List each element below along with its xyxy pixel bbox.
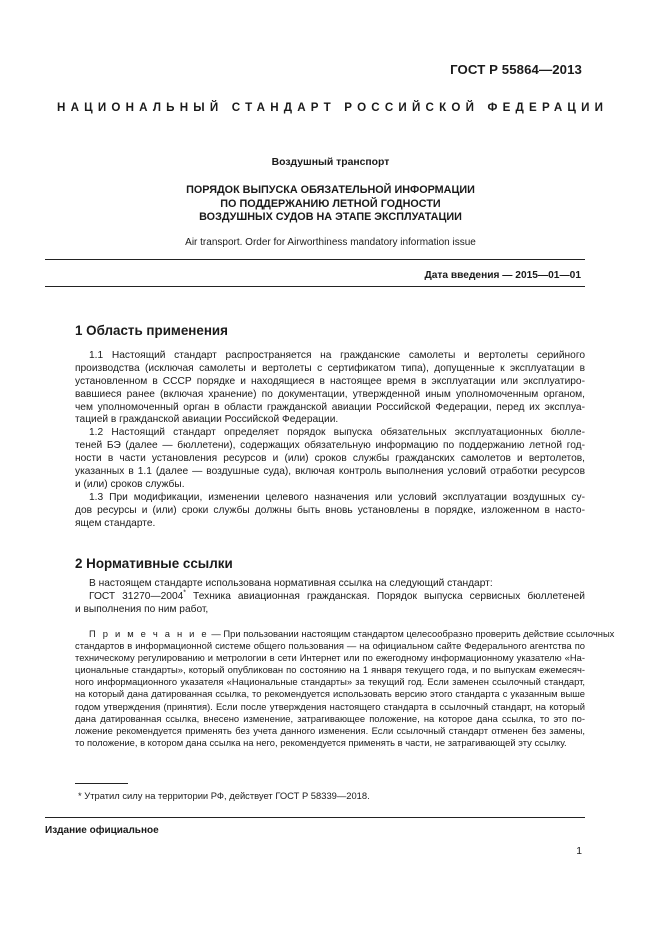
title-divider xyxy=(45,259,585,260)
paragraph-line: ности в части установления ресурсов и (или) сроков службы гражданских самолетов и вертолетов, xyxy=(75,453,585,465)
national-standard-title: НАЦИОНАЛЬНЫЙ СТАНДАРТ РОССИЙСКОЙ ФЕДЕРАЦИИ xyxy=(57,101,609,114)
paragraph-line: 1.1 Настоящий стандарт распространяется на гражданские самолеты и вертолеты серийного xyxy=(89,350,585,361)
note-line: стандартов в информационной системе общего пользования — на официальном сайте Федерального агентства по xyxy=(75,640,585,652)
note-label: П р и м е ч а н и е xyxy=(89,628,209,639)
footer-divider xyxy=(45,817,585,818)
paragraph-line: чем уполномоченный орган в области гражданской авиации Российской Федерации, перед их эксплуа- xyxy=(75,401,585,413)
title-line: ПО ПОДДЕРЖАНИЮ ЛЕТНОЙ ГОДНОСТИ xyxy=(220,197,441,210)
document-title xyxy=(0,184,661,225)
paragraph-line: вавшиеся ранее (включая хранение) по документации, утвержденной иным уполномоченным органом, xyxy=(75,388,585,400)
footnote: * Утратил силу на территории РФ, действует ГОСТ Р 58339—2018. xyxy=(78,790,370,801)
paragraph-line: указанных в 1.1 (далее — воздушные суда), включая контроль выполнения условий отработки ресурсов xyxy=(75,466,585,478)
paragraph-line: дов ресурсы и (или) сроки службы должны быть вновь установлены в порядке, изложенном в насто- xyxy=(75,504,585,516)
english-title: Air transport. Order for Airworthiness mandatory information issue xyxy=(185,237,476,248)
page-number: 1 xyxy=(576,846,582,857)
paragraph-line: тацией в гражданской авиации Российской Федерации. xyxy=(75,414,339,426)
section-2-heading: 2 Нормативные ссылки xyxy=(75,556,233,571)
paragraph-line: и (или) сроков службы. xyxy=(75,478,185,490)
section-2-body xyxy=(75,578,585,617)
footnote-marker: * xyxy=(183,589,187,597)
paragraph-line: В настоящем стандарте использована нормативная ссылка на следующий стандарт: xyxy=(89,578,493,589)
paragraph-line: производства (исключая самолеты и вертолеты с сертификатом типа), допущенные к эксплуатации в xyxy=(75,362,585,374)
note-line: на который дана датированная ссылка, то рекомендуется использовать версию этого стандарта с указанным выше xyxy=(75,688,585,700)
note-line: дана датированная ссылка, внесено изменение, затрагивающее положение, на которое дана ссылка, то это по- xyxy=(75,712,585,724)
section-1-body xyxy=(75,350,585,530)
footnote-separator xyxy=(75,783,128,784)
subject-heading: Воздушный транспорт xyxy=(271,157,390,168)
note-block xyxy=(75,628,615,749)
paragraph-line: 1.3 При модификации, изменении целевого назначения или условий эксплуатации воздушных су- xyxy=(89,491,585,503)
reference-line xyxy=(75,591,585,604)
note-line: то положение, в котором дана ссылка на него, рекомендуется применять в части, не затрагивающей эту ссылку. xyxy=(75,736,567,748)
note-text: — При пользовании настоящим стандартом целесообразно проверить действие ссылочных xyxy=(208,628,615,639)
section-1-heading: 1 Область применения xyxy=(75,323,228,338)
paragraph-line: теней БЭ (далее — бюллетени), содержащих обязательную информацию по поддержанию летной год- xyxy=(75,440,585,452)
note-line xyxy=(75,628,615,640)
paragraph-line: 1.2 Настоящий стандарт определяет порядок выпуска обязательных эксплуатационных бюлле- xyxy=(89,427,585,439)
paragraph-line: установленном в СССР порядке и находящиеся в настоящее время в эксплуатации или эксплуатиро- xyxy=(75,375,585,387)
reference-line: и выполнения по ним работ, xyxy=(75,603,209,615)
note-line: ложение рекомендуется применять без учета данного изменения. Если ссылочный стандарт отменен без замены, xyxy=(75,724,585,736)
paragraph-line: ящем стандарте. xyxy=(75,517,156,529)
introduction-date: Дата введения — 2015—01—01 xyxy=(424,270,581,281)
reference-title: Техника авиационная гражданская. Порядок выпуска сервисных бюллетеней xyxy=(186,590,585,602)
note-line: циональные стандарты», который опубликован по состоянию на 1 января текущего года, и по выпускам ежемесяч- xyxy=(75,664,585,676)
title-line: ПОРЯДОК ВЫПУСКА ОБЯЗАТЕЛЬНОЙ ИНФОРМАЦИИ xyxy=(186,184,475,196)
note-line: техническому регулированию и метрологии в сети Интернет или по ежегодному информационному указателю «На- xyxy=(75,652,585,664)
reference-code: ГОСТ 31270—2004 xyxy=(89,590,184,602)
document-code: ГОСТ Р 55864—2013 xyxy=(450,62,582,77)
edition-label: Издание официальное xyxy=(45,825,159,836)
date-divider xyxy=(45,286,585,287)
note-line: ного информационного указателя «Национальные стандарты» за текущий год. Если заменен ссылочный стандарт, xyxy=(75,676,585,688)
note-line: годом утверждения (принятия). Если после утверждения настоящего стандарта в ссылочный стандарт, на который xyxy=(75,700,585,712)
title-line: ВОЗДУШНЫХ СУДОВ НА ЭТАПЕ ЭКСПЛУАТАЦИИ xyxy=(199,211,462,224)
